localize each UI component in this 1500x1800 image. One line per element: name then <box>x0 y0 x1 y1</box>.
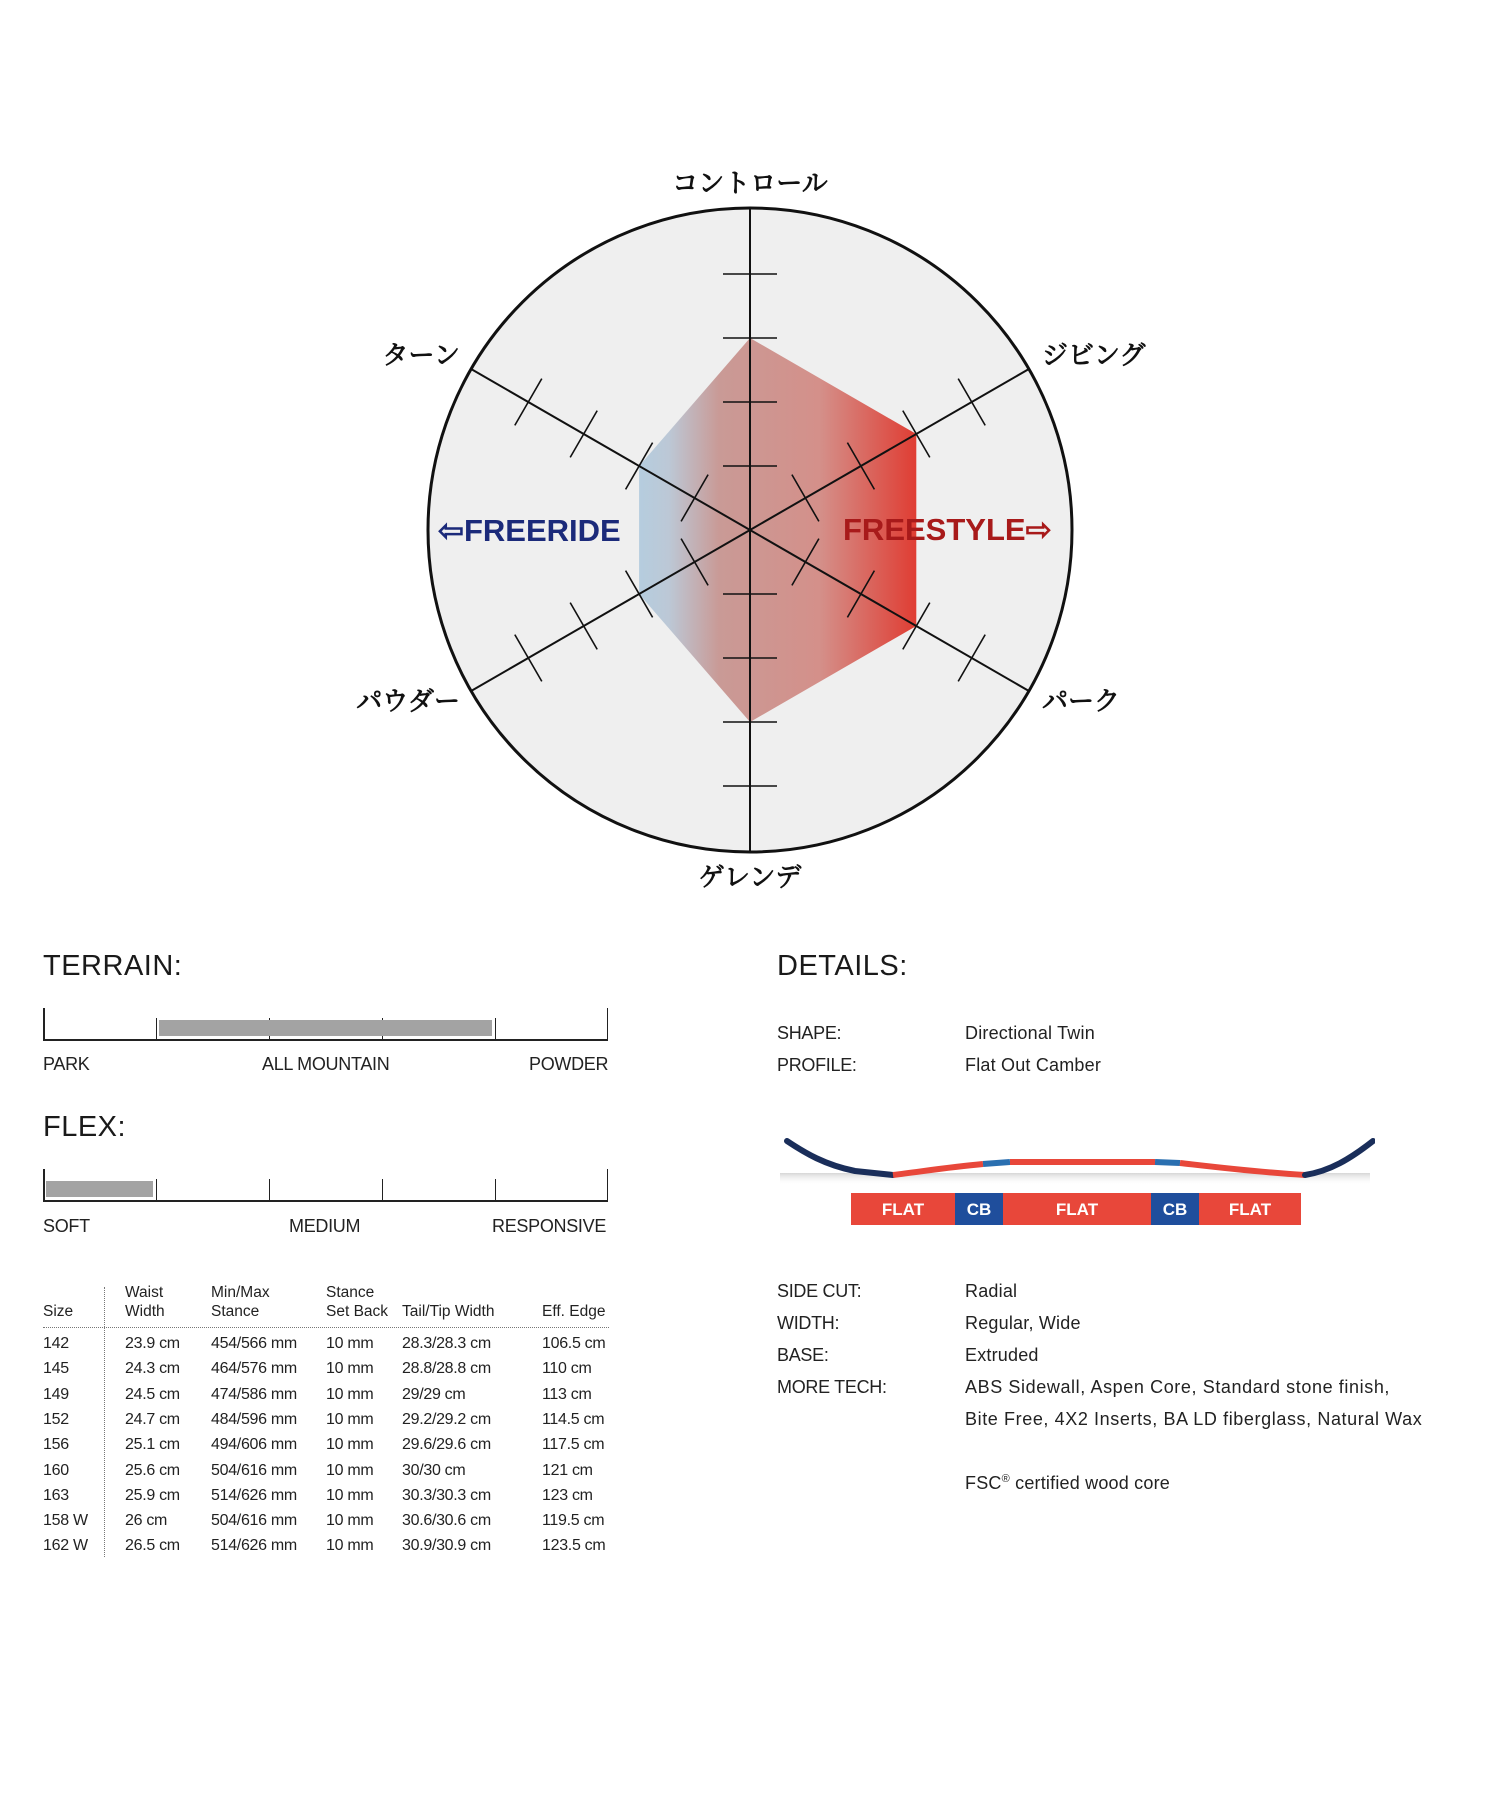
table-row <box>43 1512 615 1537</box>
scale-fill-bar <box>46 1181 153 1197</box>
table-row <box>43 1335 615 1360</box>
table-cell: 123.5 cm <box>542 1537 606 1555</box>
table-cell: 158 W <box>43 1512 88 1530</box>
radar-axis-label: ターン <box>382 341 460 371</box>
table-cell: 152 <box>43 1410 69 1428</box>
table-cell: 10 mm <box>326 1360 374 1378</box>
width-key: WIDTH: <box>777 1313 840 1333</box>
shape-key: SHAPE: <box>777 1023 842 1043</box>
table-cell: 23.9 cm <box>125 1335 180 1352</box>
table-cell: 149 <box>43 1385 69 1403</box>
table-row <box>43 1537 615 1562</box>
scale-end-right <box>607 1169 609 1201</box>
flex-label-responsive: RESPONSIVE <box>492 1216 607 1236</box>
board-camber-tail <box>1155 1162 1180 1163</box>
table-cell: 10 mm <box>326 1486 374 1504</box>
table-row <box>43 1411 615 1436</box>
th-size: Size <box>43 1303 74 1320</box>
more-tech-value-line-2: Bite Free, 4X2 Inserts, BA LD fiberglass, Natural Wax <box>965 1409 1423 1429</box>
table-cell: 25.1 cm <box>125 1436 180 1454</box>
th-tail-tip: Tail/Tip Width <box>402 1303 495 1320</box>
terrain-label-park: PARK <box>43 1054 90 1074</box>
profile-key: PROFILE: <box>777 1055 857 1075</box>
side-cut-value: Radial <box>965 1281 1018 1301</box>
table-cell: 28.3/28.3 cm <box>402 1335 491 1352</box>
table-cell: 106.5 cm <box>542 1335 606 1352</box>
table-cell: 24.5 cm <box>125 1385 180 1403</box>
scale-baseline <box>43 1039 608 1041</box>
radar-axis-label: パーク <box>1042 687 1121 717</box>
table-row <box>43 1487 615 1512</box>
base-value: Extruded <box>965 1345 1039 1365</box>
table-cell: 30.3/30.3 cm <box>402 1486 491 1504</box>
table-cell: 117.5 cm <box>542 1436 605 1454</box>
table-cell: 25.6 cm <box>125 1461 180 1479</box>
table-cell: 119.5 cm <box>542 1512 605 1530</box>
table-cell: 504/616 mm <box>211 1461 297 1479</box>
terrain-title: TERRAIN: <box>43 950 183 982</box>
table-cell: 474/586 mm <box>211 1385 297 1403</box>
width-value: Regular, Wide <box>965 1313 1081 1333</box>
table-cell: 30.9/30.9 cm <box>402 1537 491 1555</box>
table-cell: 110 cm <box>542 1360 592 1378</box>
table-cell: 484/596 mm <box>211 1410 297 1428</box>
flex-label-soft: SOFT <box>43 1216 90 1236</box>
profile-segment-label: FLAT <box>1055 1200 1099 1219</box>
scale-baseline <box>43 1200 608 1202</box>
radar-axis-label: ゲレンデ <box>698 863 802 893</box>
board-nose <box>787 1141 893 1175</box>
table-cell: 10 mm <box>326 1537 374 1555</box>
table-cell: 24.3 cm <box>125 1360 180 1378</box>
table-row <box>43 1436 615 1461</box>
table-row <box>43 1462 615 1487</box>
table-cell: 28.8/28.8 cm <box>402 1360 491 1378</box>
profile-value: Flat Out Camber <box>965 1055 1102 1075</box>
table-cell: 121 cm <box>542 1461 593 1479</box>
table-row <box>43 1386 615 1411</box>
scale-divider <box>382 1179 383 1201</box>
scale-divider <box>495 1179 496 1201</box>
base-key: BASE: <box>777 1345 829 1365</box>
more-tech-key: MORE TECH: <box>777 1377 887 1397</box>
table-cell: 10 mm <box>326 1335 374 1352</box>
table-cell: 454/566 mm <box>211 1335 297 1352</box>
flex-title: FLEX: <box>43 1111 127 1143</box>
table-cell: 26.5 cm <box>125 1537 180 1555</box>
table-cell: 10 mm <box>326 1461 374 1479</box>
radar-axis-label: パウダー <box>356 687 460 717</box>
table-header-divider <box>43 1327 609 1328</box>
table-cell: 514/626 mm <box>211 1537 297 1555</box>
table-cell: 114.5 cm <box>542 1410 605 1428</box>
board-camber-nose <box>983 1162 1010 1164</box>
table-cell: 142 <box>43 1335 69 1352</box>
radar-axis-label: ジビング <box>1042 341 1146 371</box>
scale-fill-bar <box>159 1020 492 1036</box>
table-cell: 10 mm <box>326 1385 374 1403</box>
table-cell: 10 mm <box>326 1410 374 1428</box>
table-cell: 514/626 mm <box>211 1486 297 1504</box>
table-row <box>43 1360 615 1385</box>
th-waist-width: Waist Width <box>125 1284 165 1320</box>
scale-end-left <box>43 1008 45 1040</box>
table-cell: 29/29 cm <box>402 1385 466 1403</box>
terrain-scale <box>43 1008 608 1040</box>
table-cell: 29.6/29.6 cm <box>402 1436 491 1454</box>
table-cell: 464/576 mm <box>211 1360 297 1378</box>
table-cell: 156 <box>43 1436 69 1454</box>
scale-divider <box>269 1179 270 1201</box>
terrain-label-all-mountain: ALL MOUNTAIN <box>262 1054 390 1074</box>
profile-segment-label: FLAT <box>881 1200 925 1219</box>
scale-end-right <box>607 1008 609 1040</box>
table-cell: 113 cm <box>542 1385 592 1403</box>
table-cell: 163 <box>43 1486 69 1504</box>
profile-segment-label: CB <box>966 1200 992 1219</box>
terrain-label-powder: POWDER <box>529 1054 609 1074</box>
table-cell: 160 <box>43 1461 69 1479</box>
freestyle-label: FREESTYLE⇨ <box>843 512 1052 547</box>
profile-segment-label: FLAT <box>1228 1200 1272 1219</box>
table-cell: 162 W <box>43 1537 88 1555</box>
table-cell: 26 cm <box>125 1512 168 1530</box>
flex-label-medium: MEDIUM <box>289 1216 361 1236</box>
table-cell: 24.7 cm <box>125 1410 180 1428</box>
th-set-back: Stance Set Back <box>326 1284 389 1320</box>
table-cell: 10 mm <box>326 1512 374 1530</box>
th-eff-edge: Eff. Edge <box>542 1303 606 1320</box>
table-cell: 504/616 mm <box>211 1512 297 1530</box>
freeride-label: ⇦FREERIDE <box>438 513 621 548</box>
table-cell: 30/30 cm <box>402 1461 466 1479</box>
shape-value: Directional Twin <box>965 1023 1095 1043</box>
th-stance: Min/Max Stance <box>211 1284 270 1320</box>
scale-divider <box>156 1018 157 1040</box>
table-cell: 29.2/29.2 cm <box>402 1410 491 1428</box>
table-cell: 494/606 mm <box>211 1436 297 1454</box>
table-cell: 10 mm <box>326 1436 374 1454</box>
table-cell: 123 cm <box>542 1486 593 1504</box>
scale-divider <box>495 1018 496 1040</box>
more-tech-value-line-1: ABS Sidewall, Aspen Core, Standard stone finish, <box>965 1377 1391 1397</box>
fsc-note: FSC® certified wood core <box>965 1473 1170 1493</box>
board-tail <box>1305 1141 1373 1175</box>
radar-axis-label: コントロール <box>672 169 828 199</box>
scale-divider <box>156 1179 157 1201</box>
side-cut-key: SIDE CUT: <box>777 1281 862 1301</box>
profile-segment-label: CB <box>1162 1200 1188 1219</box>
table-cell: 30.6/30.6 cm <box>402 1512 491 1530</box>
table-cell: 145 <box>43 1360 69 1378</box>
camber-profile-diagram <box>775 1125 1375 1235</box>
details-title: DETAILS: <box>777 950 908 982</box>
scale-end-left <box>43 1169 45 1201</box>
table-cell: 25.9 cm <box>125 1486 180 1504</box>
flex-scale <box>43 1169 608 1201</box>
